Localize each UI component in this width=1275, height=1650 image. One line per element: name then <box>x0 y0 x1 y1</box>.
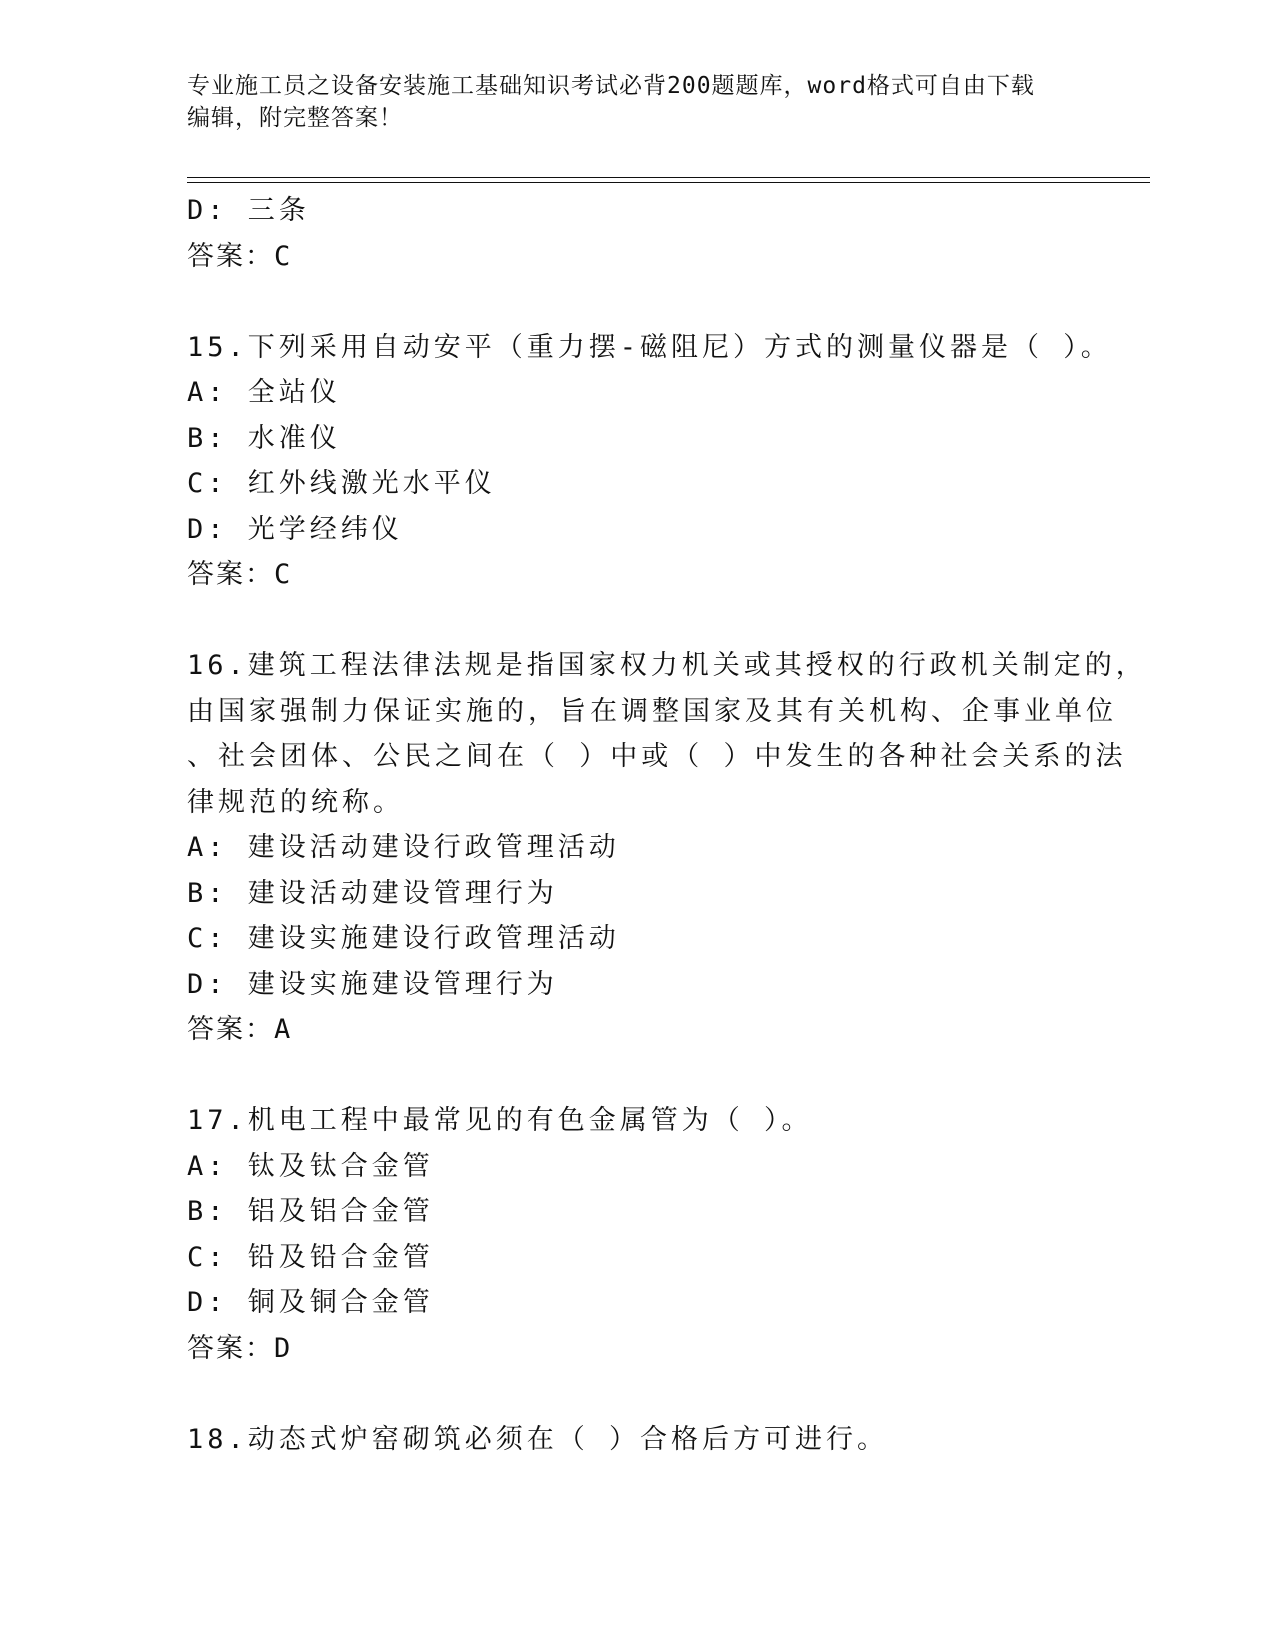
option-b: B: 水准仪 <box>187 422 341 454</box>
option-d: D: 光学经纬仪 <box>187 513 403 545</box>
spacer <box>187 1371 1087 1417</box>
spacer <box>187 279 1087 325</box>
question-stem: 17.机电工程中最常见的有色金属管为（ ）。 <box>187 1105 813 1136</box>
option-a: A: 钛及钛合金管 <box>187 1150 434 1182</box>
answer-line: 答案：D <box>187 1332 293 1364</box>
answer-line: 答案：C <box>187 559 293 590</box>
option-c: C: 红外线激光水平仪 <box>187 468 496 499</box>
answer-line: 答案：C <box>187 240 293 272</box>
question-stem: 18.动态式炉窑砌筑必须在（ ）合格后方可进行。 <box>187 1423 889 1455</box>
question-block-15 <box>187 325 1112 598</box>
question-stem-line-4: 律规范的统称。 <box>187 786 404 818</box>
answer-line: 答案：A <box>187 1014 293 1045</box>
option-b: B: 铝及铝合金管 <box>187 1196 434 1227</box>
header-title-line-1: 专业施工员之设备安装施工基础知识考试必背200题题库，word格式可自由下载 <box>187 73 1035 99</box>
option-d: D: 铜及铜合金管 <box>187 1287 434 1318</box>
option-c: C: 建设实施建设行政管理活动 <box>187 923 620 954</box>
header-divider-top <box>187 177 1150 178</box>
option-d: D: 建设实施建设管理行为 <box>187 968 558 1000</box>
spacer <box>187 1053 1087 1099</box>
option-a: A: 建设活动建设行政管理活动 <box>187 832 620 863</box>
question-stem-line-3: 、社会团体、公民之间在（ ）中或（ ）中发生的各种社会关系的法 <box>187 741 1127 772</box>
question-stem-line-2: 由国家强制力保证实施的，旨在调整国家及其有关机构、企事业单位 <box>187 695 1117 727</box>
spacer <box>187 598 1087 644</box>
question-block-17 <box>187 1098 1087 1371</box>
question-block-18 <box>187 1417 1087 1463</box>
option-c: C: 铅及铅合金管 <box>187 1241 434 1273</box>
question-block-16 <box>187 643 1147 1053</box>
question-stem: 15.下列采用自动安平（重力摆-磁阻尼）方式的测量仪器是（ ）。 <box>187 331 1112 363</box>
option-b: B: 建设活动建设管理行为 <box>187 877 558 909</box>
option-a: A: 全站仪 <box>187 377 341 408</box>
document-header <box>187 70 1077 134</box>
header-divider-bottom <box>187 182 1150 183</box>
question-stem-line-1: 16.建筑工程法律法规是指国家权力机关或其授权的行政机关制定的， <box>187 650 1147 681</box>
option-d: D: 三条 <box>187 195 310 226</box>
question-list <box>187 188 1147 1462</box>
header-title-line-2: 编辑，附完整答案！ <box>187 105 403 131</box>
question-block-prev <box>187 188 1087 279</box>
